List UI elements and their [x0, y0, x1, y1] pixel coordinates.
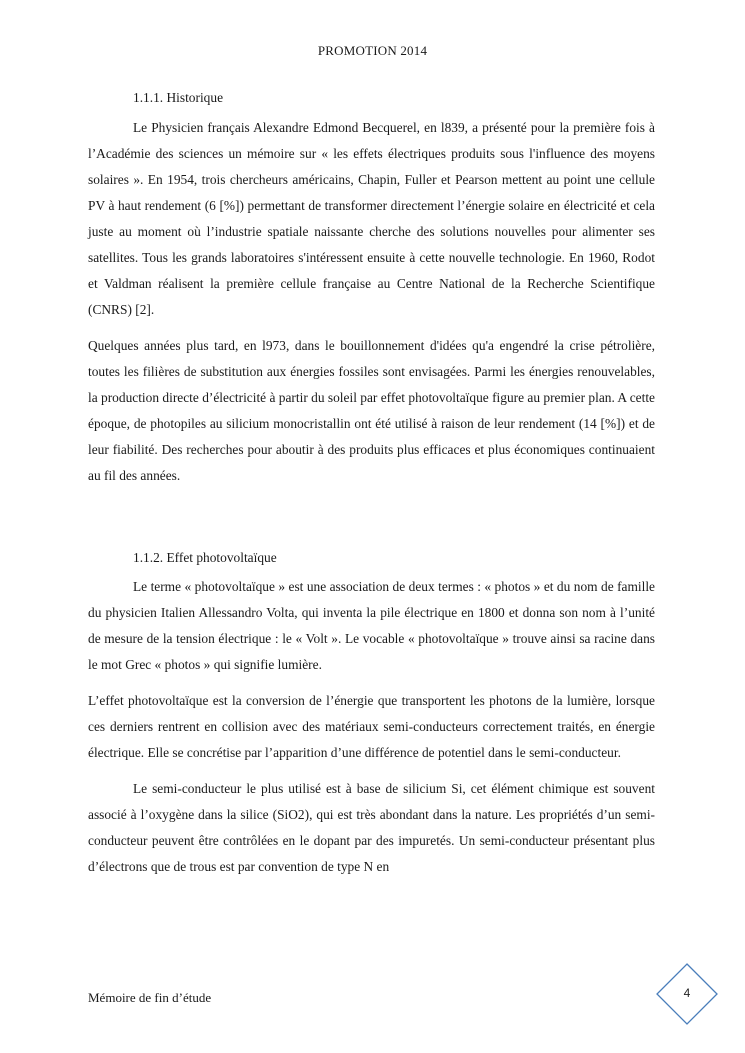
page-number-badge — [655, 962, 719, 1026]
section-heading-effet-photovoltaique: 1.1.2. Effet photovoltaïque — [133, 550, 277, 565]
paragraph-historique-1: Le Physicien français Alexandre Edmond Becquerel, en l839, a présenté pour la première fois à l’Académie des sciences un mémoire sur « les effets électriques produits sous l'influence des moyens solaires ». En 1954, trois chercheurs américains, Chapin, Fuller et Pearson mettent au point une cellule PV à haut rendement (6 [%]) permettant de transformer directement l’énergie solaire en électricité et cela juste au moment où l’industrie spatiale naissante cherche des solutions nouvelles pour alimenter ses satellites. Tous les grands laboratoires s'intéressent ensuite à cette nouvelle technologie. En 1960, Rodot et Valdman réalisent la première cellule française au Centre National de la Recherche Scientifique (CNRS) [2]. — [88, 120, 655, 317]
page-header: PROMOTION 2014 — [317, 43, 428, 58]
footer-label: Mémoire de fin d’étude — [88, 990, 212, 1005]
paragraph-historique-2: Quelques années plus tard, en l973, dans le bouillonnement d'idées qu'a engendré la crise pétrolière, toutes les filières de substitution aux énergies fossiles sont envisagées. Parmi les énergies renouvelables, la production directe d’électricité à partir du soleil par effet photovoltaïque figure au premier plan. A cette époque, de photopiles au silicium monocristallin ont été utilisé à raison de leur rendement (14 [%]) et de leur fiabilité. Des recherches pour aboutir à des produits plus efficaces et plus économiques continuaient au fil des années. — [88, 338, 655, 483]
paragraph-effet-2: L’effet photovoltaïque est la conversion de l’énergie que transportent les photons de la lumière, lorsque ces derniers rentrent en collision avec des matériaux semi-conducteurs correctement traités, en énergie électrique. Elle se concrétise par l’apparition d’une différence de potentiel dans le semi-conducteur. — [88, 693, 655, 760]
paragraph-effet-3: Le semi-conducteur le plus utilisé est à base de silicium Si, cet élément chimique est souvent associé à l’oxygène dans la silice (SiO2), qui est très abondant dans la nature. Les propriétés d’un semi-conducteur peuvent être contrôlées en le dopant par des impuretés. Un semi-conducteur présentant plus d’électrons que de trous est par convention de type N en — [88, 781, 655, 874]
page-number: 4 — [683, 986, 691, 1000]
section-heading-historique: 1.1.1. Historique — [133, 90, 224, 105]
document-body — [88, 88, 655, 880]
paragraph-effet-1: Le terme « photovoltaïque » est une association de deux termes : « photos » et du nom de famille du physicien Italien Allessandro Volta, qui inventa la pile électrique en 1800 et donna son nom à l’unité de mesure de la tension électrique : le « Volt ». Le vocable « photovoltaïque » trouve ainsi sa racine dans le mot Grec « photos » qui signifie lumière. — [88, 579, 655, 672]
